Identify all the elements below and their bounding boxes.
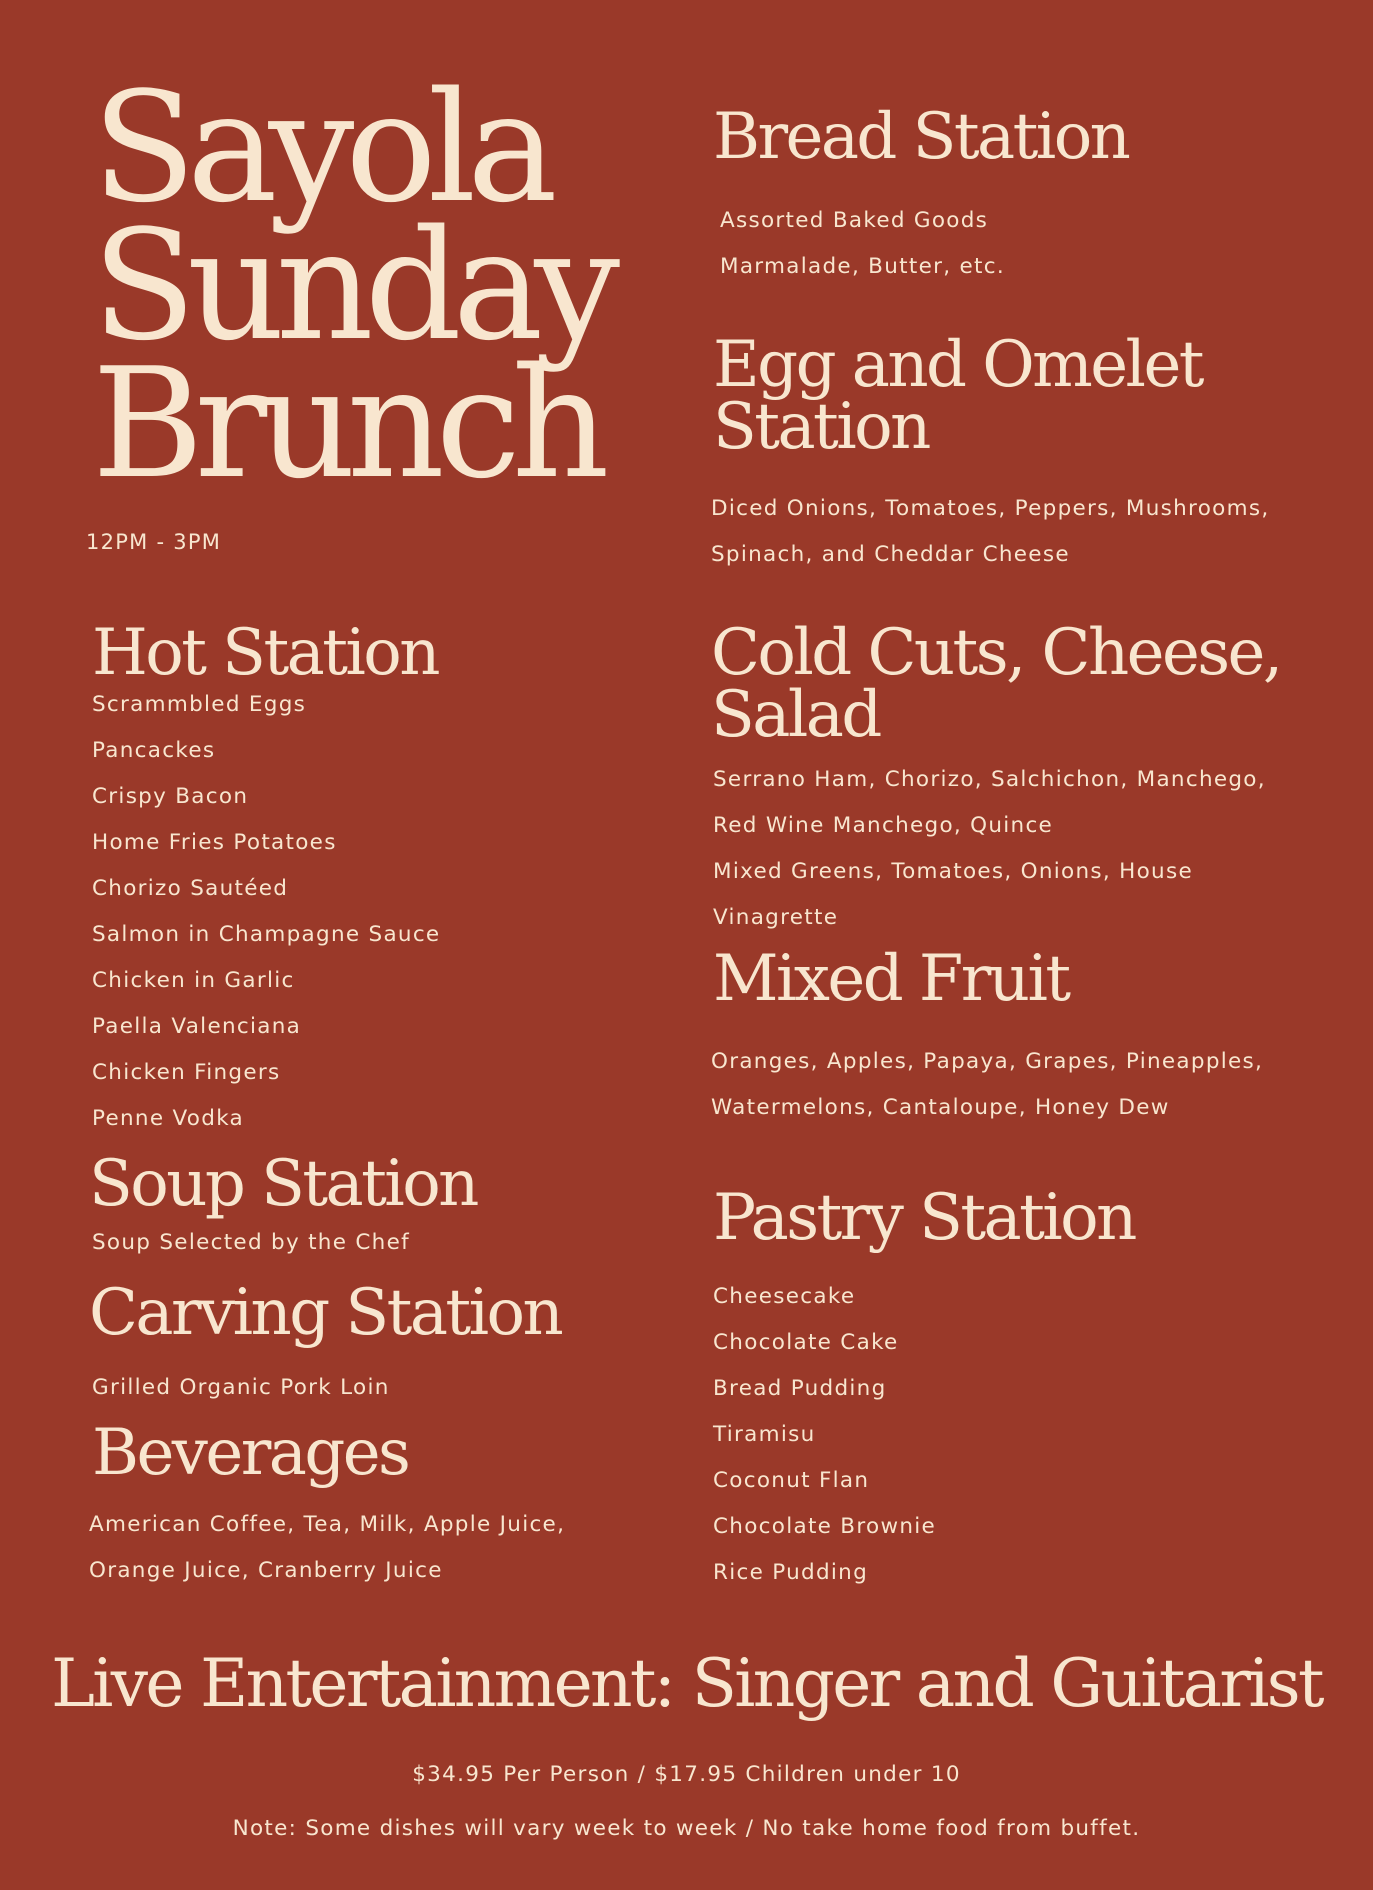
pastry-item: Tiramisu: [713, 1422, 816, 1447]
hot-item: Pancackes: [92, 738, 216, 763]
beverages-heading: Beverages: [92, 1416, 409, 1490]
pastry-item: Cheesecake: [713, 1284, 856, 1309]
soup-station-heading: Soup Station: [89, 1147, 477, 1221]
hot-item: Penne Vodka: [92, 1106, 245, 1131]
pastry-station-heading: Pastry Station: [713, 1181, 1135, 1255]
cold-cuts-item: Red Wine Manchego, Quince: [713, 813, 1054, 838]
title-line-3: Brunch: [92, 335, 601, 512]
cold-cuts-item: Mixed Greens, Tomatoes, Onions, House: [713, 859, 1193, 884]
pastry-item: Chocolate Brownie: [713, 1514, 937, 1539]
hot-station-heading: Hot Station: [92, 616, 438, 690]
hot-item: Chorizo Sautéed: [92, 876, 289, 901]
hot-item: Chicken in Garlic: [92, 968, 295, 993]
hot-item: Scrammbled Eggs: [92, 692, 307, 717]
hours-text: 12PM - 3PM: [86, 530, 222, 554]
beverages-item: American Coffee, Tea, Milk, Apple Juice,: [89, 1512, 566, 1537]
pastry-item: Rice Pudding: [713, 1560, 869, 1585]
fruit-item: Oranges, Apples, Papaya, Grapes, Pineapples,: [711, 1049, 1264, 1074]
cold-cuts-item: Vinagrette: [713, 905, 839, 930]
bread-item: Marmalade, Butter, etc.: [720, 254, 1005, 279]
title-line-2: Sunday: [92, 197, 611, 374]
egg-item: Spinach, and Cheddar Cheese: [711, 542, 1070, 567]
cold-cuts-heading-line-2: Salad: [711, 678, 880, 752]
cold-cuts-item: Serrano Ham, Chorizo, Salchichon, Manchego,: [713, 767, 1266, 792]
pastry-item: Coconut Flan: [713, 1468, 870, 1493]
egg-item: Diced Onions, Tomatoes, Peppers, Mushrooms,: [711, 496, 1270, 521]
egg-station-heading-line-1: Egg and Omelet: [713, 328, 1202, 402]
fruit-item: Watermelons, Cantaloupe, Honey Dew: [711, 1095, 1170, 1120]
hot-item: Home Fries Potatoes: [92, 830, 337, 855]
hot-item: Paella Valenciana: [92, 1014, 302, 1039]
price-text: $34.95 Per Person / $17.95 Children under 10: [412, 1762, 961, 1787]
carving-item: Grilled Organic Pork Loin: [92, 1375, 390, 1400]
pastry-item: Bread Pudding: [713, 1376, 887, 1401]
egg-station-heading-line-2: Station: [713, 390, 929, 464]
hot-item: Crispy Bacon: [92, 784, 249, 809]
bread-station-heading: Bread Station: [713, 100, 1129, 174]
soup-item: Soup Selected by the Chef: [92, 1230, 410, 1255]
pastry-item: Chocolate Cake: [713, 1330, 899, 1355]
title-line-1: Sayola: [92, 59, 549, 236]
hot-item: Salmon in Champagne Sauce: [92, 922, 441, 947]
entertainment-heading: Live Entertainment: Singer and Guitarist: [51, 1645, 1322, 1722]
bread-item: Assorted Baked Goods: [720, 208, 989, 233]
note-text: Note: Some dishes will vary week to week / No take home food from buffet.: [232, 1816, 1141, 1841]
mixed-fruit-heading: Mixed Fruit: [713, 942, 1069, 1016]
cold-cuts-heading-line-1: Cold Cuts, Cheese,: [711, 616, 1281, 690]
beverages-item: Orange Juice, Cranberry Juice: [89, 1558, 443, 1583]
hot-item: Chicken Fingers: [92, 1060, 281, 1085]
carving-station-heading: Carving Station: [89, 1276, 562, 1350]
